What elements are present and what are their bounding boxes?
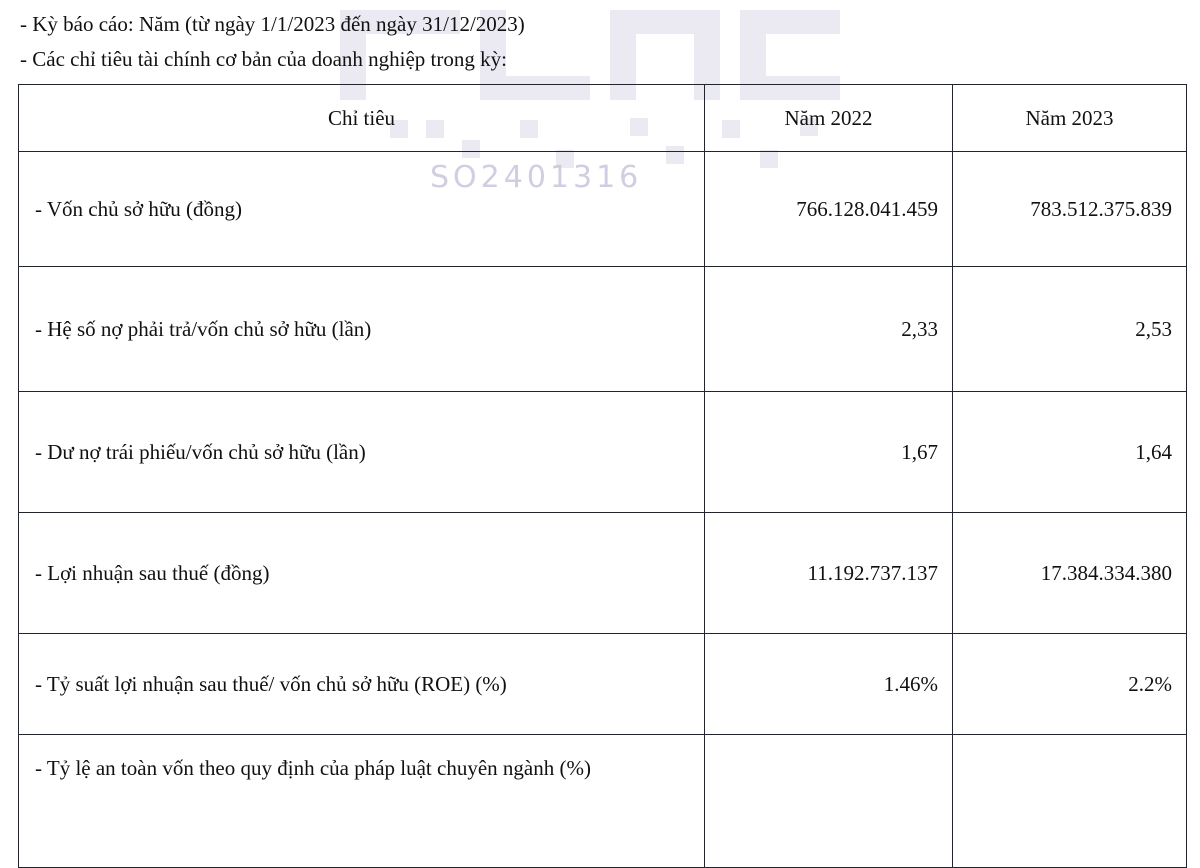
- row-value-debt-ratio-2023: 2,53: [953, 267, 1187, 392]
- table-body: [19, 152, 1187, 868]
- row-value-equity-2023: 783.512.375.839: [953, 152, 1187, 267]
- row-label-bond-ratio: - Dư nợ trái phiếu/vốn chủ sở hữu (lần): [19, 392, 705, 513]
- table-row: [19, 152, 1187, 267]
- row-value-profit-after-tax-2022: 11.192.737.137: [705, 513, 953, 634]
- column-header-year-2023: Năm 2023: [953, 85, 1187, 152]
- row-label-profit-after-tax: - Lợi nhuận sau thuế (đồng): [19, 513, 705, 634]
- row-value-debt-ratio-2022: 2,33: [705, 267, 953, 392]
- row-value-equity-2022: 766.128.041.459: [705, 152, 953, 267]
- row-value-roe-2022: 1.46%: [705, 634, 953, 735]
- financial-indicators-table: [18, 84, 1187, 868]
- row-value-bond-ratio-2023: 1,64: [953, 392, 1187, 513]
- row-value-roe-2023: 2.2%: [953, 634, 1187, 735]
- row-label-capital-adequacy: - Tỷ lệ an toàn vốn theo quy định của pháp luật chuyên ngành (%): [19, 735, 705, 868]
- table-row: [19, 267, 1187, 392]
- row-value-capital-adequacy-2022: [705, 735, 953, 868]
- row-value-capital-adequacy-2023: [953, 735, 1187, 868]
- row-value-bond-ratio-2022: 1,67: [705, 392, 953, 513]
- row-value-profit-after-tax-2023: 17.384.334.380: [953, 513, 1187, 634]
- row-label-debt-ratio: - Hệ số nợ phải trả/vốn chủ sở hữu (lần): [19, 267, 705, 392]
- table-row: [19, 392, 1187, 513]
- table-header-row: [19, 85, 1187, 152]
- table-header: [19, 85, 1187, 152]
- watermark-code: SO2401316: [430, 160, 643, 195]
- report-period-line: - Kỳ báo cáo: Năm (từ ngày 1/1/2023 đến ngày 31/12/2023): [20, 12, 525, 36]
- column-header-indicator: Chỉ tiêu: [19, 85, 705, 152]
- table-row: [19, 735, 1187, 868]
- table-row: [19, 513, 1187, 634]
- column-header-year-2022: Năm 2022: [705, 85, 953, 152]
- row-label-roe: - Tỷ suất lợi nhuận sau thuế/ vốn chủ sở hữu (ROE) (%): [19, 634, 705, 735]
- report-intro-line: - Các chỉ tiêu tài chính cơ bản của doanh nghiệp trong kỳ:: [20, 46, 507, 71]
- table-row: [19, 634, 1187, 735]
- row-label-equity: - Vốn chủ sở hữu (đồng): [19, 152, 705, 267]
